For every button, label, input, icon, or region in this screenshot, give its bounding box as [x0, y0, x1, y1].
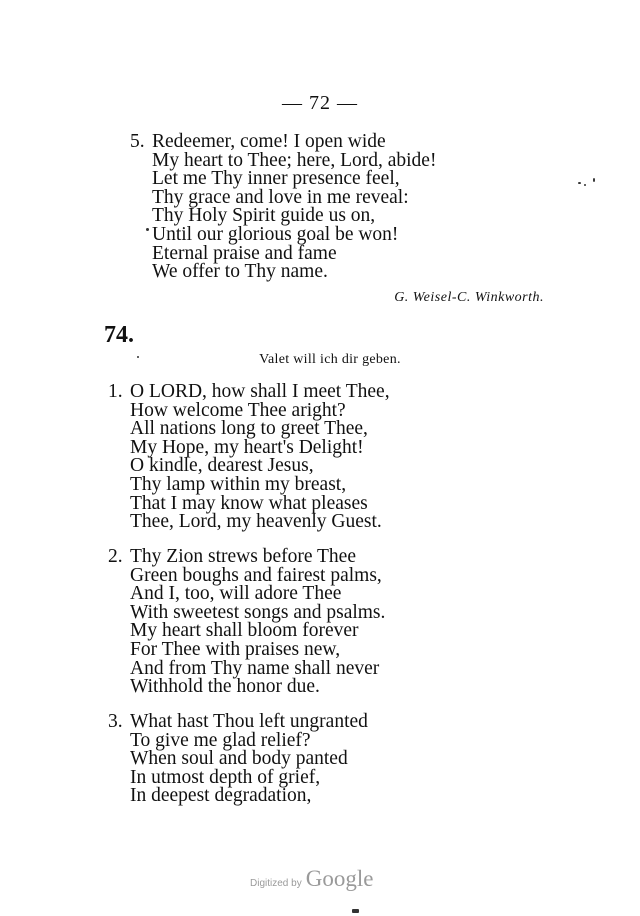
verse-line: Redeemer, come! I open wide [152, 131, 386, 152]
verse-line: That I may know what pleases [130, 492, 368, 514]
stanza-number: 5. [130, 131, 145, 152]
stanza-number: 1. [108, 381, 123, 402]
verse-line: Thy lamp within my breast, [130, 473, 347, 495]
verse-line: For Thee with praises new, [130, 638, 341, 660]
verse-line: Green boughs and fairest palms, [130, 564, 382, 586]
verse-line: With sweetest songs and psalms. [130, 601, 386, 623]
verse-line: In utmost depth of grief, [130, 766, 321, 788]
page-number: — 72 — [282, 92, 358, 114]
verse-line: How welcome Thee aright? [130, 399, 346, 421]
verse-line: And I, too, will adore Thee [130, 583, 342, 605]
verse-line: Thy Holy Spirit guide us on, [152, 205, 376, 227]
verse-line: All nations long to greet Thee, [130, 418, 368, 440]
stanza-number: 3. [108, 711, 123, 732]
verse-line: Thee, Lord, my heavenly Guest. [130, 511, 382, 533]
verse-line: My heart shall bloom forever [130, 620, 359, 642]
scan-speck [352, 909, 359, 913]
verse-line: Eternal praise and fame [152, 242, 337, 264]
verse-line: To give me glad relief? [130, 729, 311, 751]
verse-line: Thy Zion strews before Thee [130, 546, 356, 567]
google-logo: Google [305, 866, 374, 891]
watermark-prefix: Digitized by [250, 878, 302, 889]
verse-line: In deepest degradation, [130, 785, 312, 807]
verse-line: O LORD, how shall I meet Thee, [130, 381, 390, 402]
verse-line: What hast Thou left ungranted [130, 711, 368, 732]
verse-line: My heart to Thee; here, Lord, abide! [152, 149, 437, 171]
hymn-number: 74. [104, 322, 134, 348]
scan-speck [593, 178, 595, 182]
verse-line: O kindle, dearest Jesus, [130, 455, 314, 477]
verse-line: And from Thy name shall never [130, 657, 380, 679]
verse-line: Thy grace and love in me reveal: [152, 186, 409, 208]
verse-line: Withhold the honor due. [130, 676, 320, 698]
verse-line: Until our glorious goal be won! [152, 223, 399, 245]
digitized-watermark [250, 866, 373, 892]
verse-line: Let me Thy inner presence feel, [152, 168, 400, 190]
scan-speck [146, 228, 149, 231]
scan-speck [584, 184, 586, 186]
scan-speck [578, 182, 581, 184]
stanza-number: 2. [108, 546, 123, 567]
scan-speck [137, 356, 139, 358]
verse-line: When soul and body panted [130, 748, 348, 770]
verse-line: We offer to Thy name. [152, 261, 328, 283]
author-attribution: G. Weisel-C. Winkworth. [394, 290, 544, 305]
verse-line: My Hope, my heart's Delight! [130, 436, 364, 458]
tune-title: Valet will ich dir geben. [259, 352, 401, 367]
